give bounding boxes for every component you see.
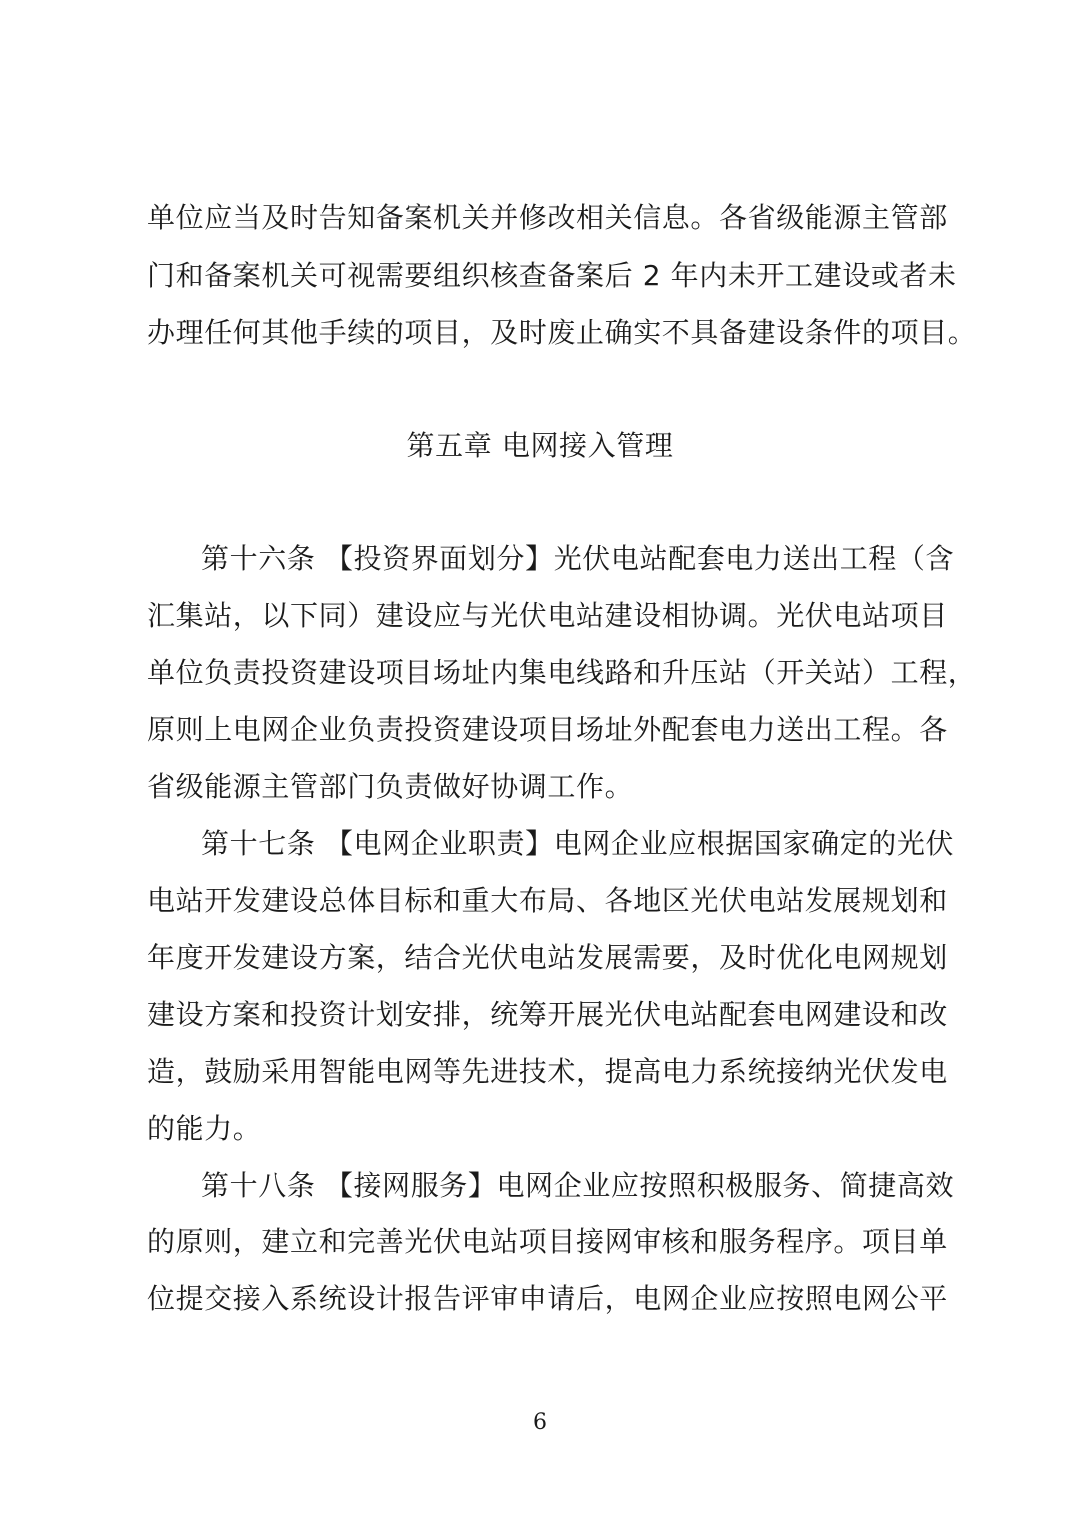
paragraph-line: 建设方案和投资计划安排，统筹开展光伏电站配套电网建设和改 <box>147 998 948 1031</box>
paragraph-line: 汇集站，以下同）建设应与光伏电站建设相协调。光伏电站项目 <box>147 599 948 632</box>
article-18-heading-line: 第十八条 【接网服务】电网企业应按照积极服务、简捷高效 <box>201 1169 955 1202</box>
paragraph-line: 省级能源主管部门负责做好协调工作。 <box>147 770 634 803</box>
chapter-title: 第五章 电网接入管理 <box>406 429 674 462</box>
page-number: 6 <box>533 1410 547 1435</box>
paragraph-line: 年度开发建设方案，结合光伏电站发展需要，及时优化电网规划 <box>147 941 948 974</box>
paragraph-line: 门和备案机关可视需要组织核查备案后 2 年内未开工建设或者未 <box>147 259 957 292</box>
paragraph-line: 造，鼓励采用智能电网等先进技术，提高电力系统接纳光伏发电 <box>147 1055 948 1088</box>
paragraph-line: 的能力。 <box>147 1112 262 1145</box>
paragraph-line: 电站开发建设总体目标和重大布局、各地区光伏电站发展规划和 <box>147 884 948 917</box>
paragraph-line: 单位应当及时告知备案机关并修改相关信息。各省级能源主管部 <box>147 201 948 234</box>
paragraph-line: 原则上电网企业负责投资建设项目场址外配套电力送出工程。各 <box>147 713 948 746</box>
paragraph-line: 的原则，建立和完善光伏电站项目接网审核和服务程序。项目单 <box>147 1225 948 1258</box>
article-17-heading-line: 第十七条 【电网企业职责】电网企业应根据国家确定的光伏 <box>201 827 955 860</box>
paragraph-line: 位提交接入系统设计报告评审申请后，电网企业应按照电网公平 <box>147 1282 948 1315</box>
paragraph-line: 办理任何其他手续的项目，及时废止确实不具备建设条件的项目。 <box>147 316 977 349</box>
paragraph-line: 单位负责投资建设项目场址内集电线路和升压站（开关站）工程， <box>147 656 977 689</box>
article-16-heading-line: 第十六条 【投资界面划分】光伏电站配套电力送出工程（含 <box>201 542 955 575</box>
